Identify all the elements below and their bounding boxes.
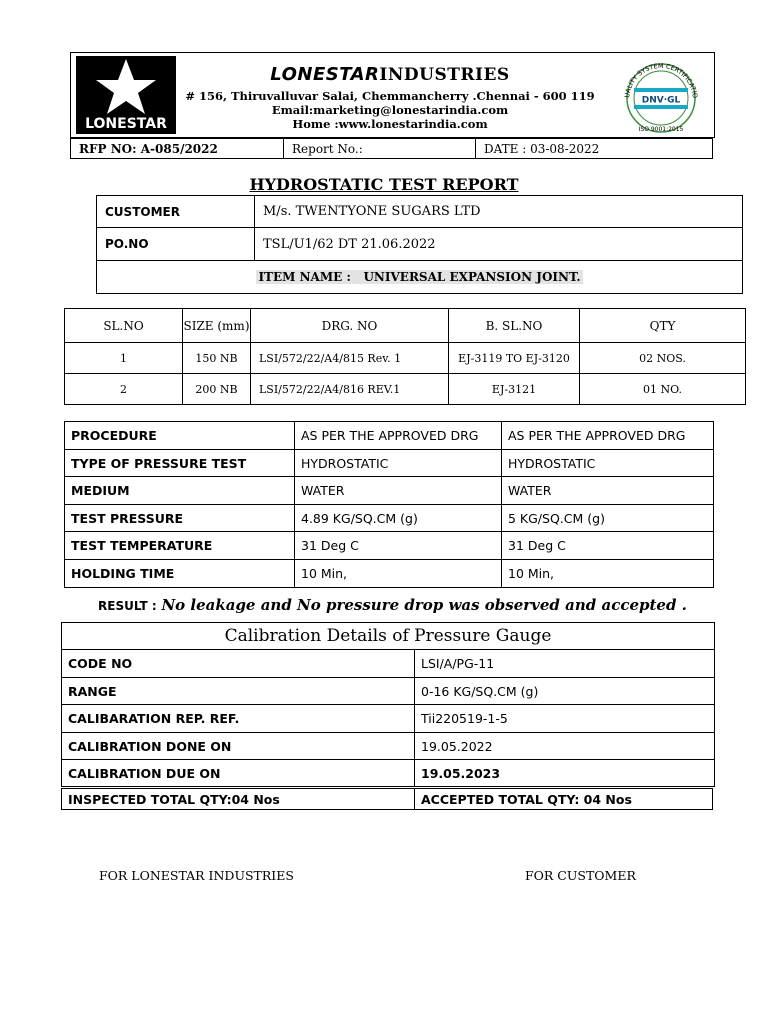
report-title: HYDROSTATIC TEST REPORT — [249, 175, 519, 194]
calibration-title: Calibration Details of Pressure Gauge — [62, 623, 715, 650]
calibration-label: CODE NO — [62, 650, 415, 678]
item-size: 200 NB — [183, 374, 251, 405]
item-name: ITEM NAME : UNIVERSAL EXPANSION JOINT. — [258, 269, 581, 284]
test-parameters-table — [64, 421, 714, 588]
customer-value: M/s. TWENTYONE SUGARS LTD — [255, 196, 743, 228]
lonestar-logo — [76, 56, 176, 134]
signature-customer: FOR CUSTOMER — [525, 868, 636, 883]
signature-lonestar: FOR LONESTAR INDUSTRIES — [99, 868, 294, 883]
calibration-value: 19.05.2023 — [415, 760, 715, 787]
test-param-label: PROCEDURE — [65, 422, 295, 450]
test-param-value-2: WATER — [502, 477, 714, 505]
po-label: PO.NO — [97, 228, 255, 261]
star-icon — [76, 56, 176, 116]
item-slno: 1 — [65, 343, 183, 374]
items-header-drgno: DRG. NO — [251, 309, 449, 343]
result-text: No leakage and No pressure drop was observed and accepted . — [161, 596, 687, 614]
table-row — [65, 422, 714, 450]
customer-info-table — [96, 195, 743, 294]
test-param-value-2: 5 KG/SQ.CM (g) — [502, 505, 714, 532]
item-bslno: EJ-3121 — [449, 374, 580, 405]
po-value: TSL/U1/62 DT 21.06.2022 — [255, 228, 743, 261]
cert-iso: ISO 9001:2015 — [638, 126, 684, 133]
company-name — [190, 64, 590, 85]
item-qty: 02 NOS. — [580, 343, 746, 374]
table-row — [65, 532, 714, 560]
test-param-value-1: 31 Deg C — [295, 532, 502, 560]
test-param-value-1: 10 Min, — [295, 560, 502, 588]
test-param-value-2: 10 Min, — [502, 560, 714, 588]
table-row — [65, 450, 714, 477]
rfp-info-row — [70, 138, 713, 159]
cert-brand: DNV·GL — [641, 95, 681, 106]
test-param-value-1: AS PER THE APPROVED DRG — [295, 422, 502, 450]
test-param-value-2: 31 Deg C — [502, 532, 714, 560]
customer-label: CUSTOMER — [97, 196, 255, 228]
item-qty: 01 NO. — [580, 374, 746, 405]
test-param-label: MEDIUM — [65, 477, 295, 505]
company-email: Email:marketing@lonestarindia.com — [271, 103, 509, 117]
test-param-label: TEST TEMPERATURE — [65, 532, 295, 560]
cert-ring-text: UALITY SYSTEM CERTIFICATIO — [623, 61, 700, 99]
test-param-value-1: WATER — [295, 477, 502, 505]
table-row — [65, 374, 746, 405]
item-slno: 2 — [65, 374, 183, 405]
company-website: Home :www.lonestarindia.com — [292, 117, 488, 131]
item-drgno: LSI/572/22/A4/815 Rev. 1 — [251, 343, 449, 374]
table-row — [65, 560, 714, 588]
table-row — [62, 705, 715, 733]
items-header-bslno: B. SL.NO — [449, 309, 580, 343]
test-param-label: TYPE OF PRESSURE TEST — [65, 450, 295, 477]
item-bslno: EJ-3119 TO EJ-3120 — [449, 343, 580, 374]
table-row — [65, 343, 746, 374]
report-number: Report No.: — [284, 139, 476, 159]
test-param-value-1: HYDROSTATIC — [295, 450, 502, 477]
company-name-part1: LONESTAR — [270, 64, 380, 85]
table-row — [62, 650, 715, 678]
item-size: 150 NB — [183, 343, 251, 374]
calibration-table — [61, 622, 715, 787]
calibration-label: CALIBRATION DUE ON — [62, 760, 415, 787]
inspected-total: INSPECTED TOTAL QTY:04 Nos — [62, 789, 415, 810]
calibration-value: LSI/A/PG-11 — [415, 650, 715, 678]
calibration-label: CALIBRATION DONE ON — [62, 733, 415, 760]
calibration-value: Tii220519-1-5 — [415, 705, 715, 733]
result-line — [98, 596, 687, 614]
calibration-label: CALIBARATION REP. REF. — [62, 705, 415, 733]
dnv-gl-certification-badge — [612, 58, 710, 134]
test-param-value-1: 4.89 KG/SQ.CM (g) — [295, 505, 502, 532]
logo-text: LONESTAR — [85, 116, 167, 132]
company-address: # 156, Thiruvalluvar Salai, Chemmancherry .Chennai - 600 119 — [185, 89, 595, 103]
report-date: DATE : 03-08-2022 — [476, 139, 713, 159]
table-row — [62, 678, 715, 705]
calibration-value: 0-16 KG/SQ.CM (g) — [415, 678, 715, 705]
test-param-label: TEST PRESSURE — [65, 505, 295, 532]
table-row — [65, 477, 714, 505]
table-row — [65, 505, 714, 532]
calibration-label: RANGE — [62, 678, 415, 705]
calibration-value: 19.05.2022 — [415, 733, 715, 760]
accepted-total: ACCEPTED TOTAL QTY: 04 Nos — [415, 789, 713, 810]
table-row — [62, 760, 715, 787]
table-row — [62, 733, 715, 760]
item-name-row — [97, 261, 743, 294]
items-header-size: SIZE (mm) — [183, 309, 251, 343]
rfp-number: RFP NO: A-085/2022 — [71, 139, 284, 159]
test-param-value-2: AS PER THE APPROVED DRG — [502, 422, 714, 450]
item-drgno: LSI/572/22/A4/816 REV.1 — [251, 374, 449, 405]
company-name-part2: INDUSTRIES — [379, 65, 510, 85]
items-header-slno: SL.NO — [65, 309, 183, 343]
items-table — [64, 308, 746, 405]
result-label: RESULT : — [98, 599, 157, 613]
totals-table — [61, 788, 713, 810]
items-header-qty: QTY — [580, 309, 746, 343]
test-param-value-2: HYDROSTATIC — [502, 450, 714, 477]
test-param-label: HOLDING TIME — [65, 560, 295, 588]
